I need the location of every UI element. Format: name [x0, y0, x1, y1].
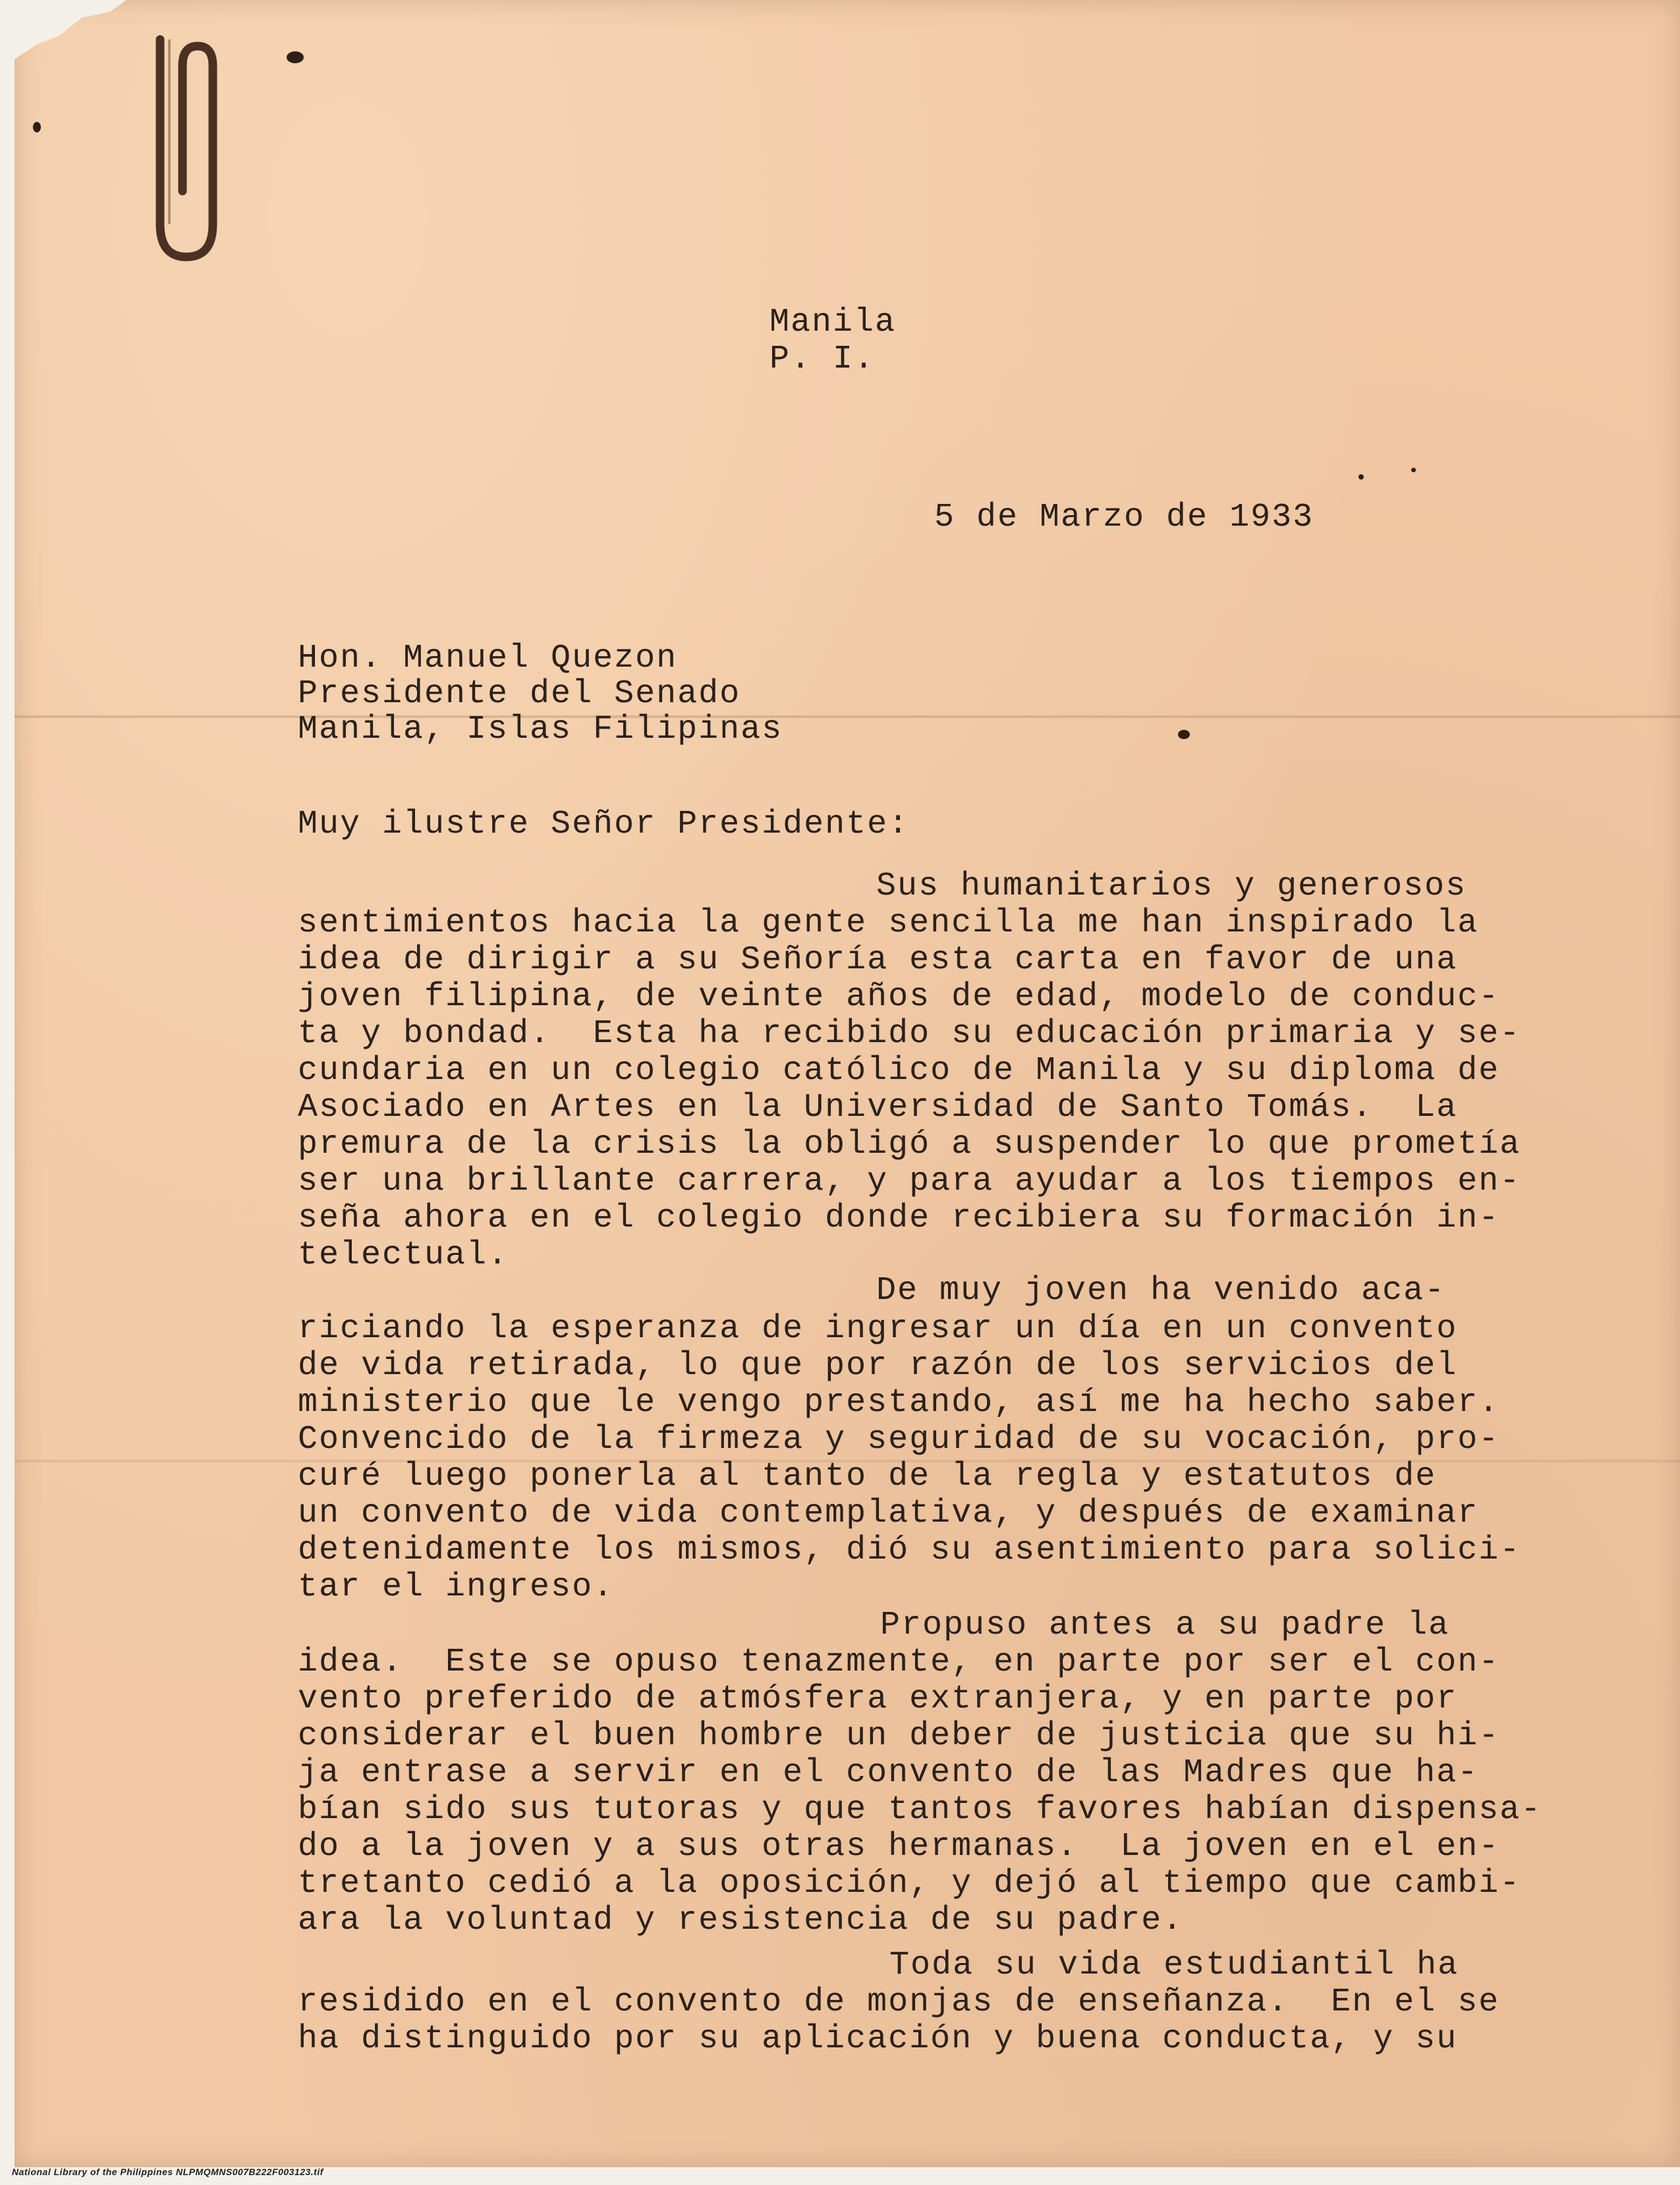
salutation: Muy ilustre Señor Presidente: — [298, 806, 910, 843]
paragraph-line: riciando la esperanza de ingresar un día en un convento — [298, 1310, 1458, 1348]
paragraph-line: de vida retirada, lo que por razón de los servicios del — [298, 1347, 1458, 1385]
paragraph-line: tar el ingreso. — [298, 1568, 615, 1606]
letter-date: 5 de Marzo de 1933 — [934, 499, 1314, 536]
paragraph-line: do a la joven y a sus otras hermanas. La joven en el en- — [298, 1828, 1500, 1866]
recipient-line: Manila, Islas Filipinas — [298, 711, 783, 748]
paragraph-line: cundaria en un colegio católico de Manila y su diploma de — [298, 1052, 1500, 1090]
paragraph-line: detenidamente los mismos, dió su asentimiento para solici- — [298, 1532, 1521, 1569]
paragraph-line: Toda su vida estudiantil ha — [889, 1947, 1459, 1984]
paragraph-line: ta y bondad. Esta ha recibido su educación primaria y se- — [298, 1015, 1521, 1053]
paragraph-line: tretanto cedió a la oposición, y dejó al tiempo que cambi- — [298, 1865, 1521, 1902]
paragraph-line: De muy joven ha venido aca- — [876, 1272, 1446, 1310]
paragraph-line: joven filipina, de veinte años de edad, modelo de conduc- — [298, 978, 1500, 1016]
paragraph-line: vento preferido de atmósfera extranjera, y en parte por — [298, 1680, 1458, 1718]
place-line: P. I. — [770, 341, 876, 378]
paragraph-line: bían sido sus tutoras y que tantos favores habían dispensa- — [298, 1791, 1542, 1829]
paragraph-line: ara la voluntad y resistencia de su padre. — [298, 1902, 1184, 1939]
paragraph-line: considerar el buen hombre un deber de justicia que su hi- — [298, 1717, 1500, 1755]
paragraph-line: ser una brillante carrera, y para ayudar a los tiempos en- — [298, 1163, 1521, 1200]
paragraph-line: ministerio que le vengo prestando, así me ha hecho saber. — [298, 1384, 1500, 1422]
paragraph-line: un convento de vida contemplativa, y después de examinar — [298, 1495, 1479, 1532]
archive-footer: National Library of the Philippines NLPMQMNS007B222F003123.tif — [12, 2167, 323, 2177]
paragraph-line: idea. Este se opuso tenazmente, en parte por ser el con- — [298, 1644, 1500, 1681]
paragraph-line: telectual. — [298, 1236, 509, 1274]
paragraph-line: Propuso antes a su padre la — [880, 1607, 1450, 1644]
paragraph-line: Asociado en Artes en la Universidad de Santo Tomás. La — [298, 1089, 1458, 1126]
paragraph-line: residido en el convento de monjas de enseñanza. En el se — [298, 1983, 1500, 2021]
paragraph-line: Sus humanitarios y generosos — [876, 868, 1467, 905]
paragraph-line: Convencido de la firmeza y seguridad de su vocación, pro- — [298, 1421, 1500, 1458]
paragraph-line: curé luego ponerla al tanto de la regla y estatutos de — [298, 1458, 1437, 1495]
place-line: Manila — [770, 304, 897, 341]
paragraph-line: premura de la crisis la obligó a suspender lo que prometía — [298, 1126, 1521, 1163]
paragraph-line: ha distinguido por su aplicación y buena conducta, y su — [298, 2020, 1458, 2058]
recipient-line: Hon. Manuel Quezon — [298, 640, 678, 677]
paragraph-line: ja entrase a servir en el convento de las Madres que ha- — [298, 1754, 1479, 1792]
recipient-line: Presidente del Senado — [298, 675, 741, 713]
paragraph-line: sentimientos hacia la gente sencilla me han inspirado la — [298, 904, 1479, 942]
paragraph-line: seña ahora en el colegio donde recibiera su formación in- — [298, 1200, 1500, 1237]
paragraph-line: idea de dirigir a su Señoría esta carta en favor de una — [298, 941, 1458, 979]
